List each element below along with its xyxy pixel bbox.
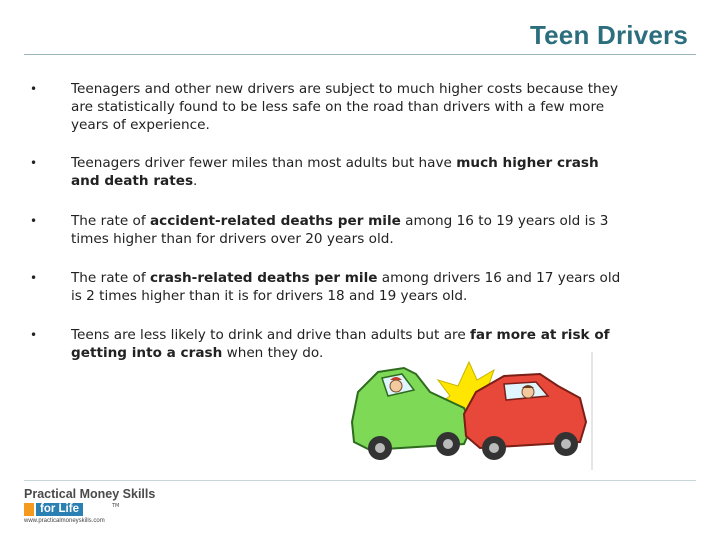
bullet-item [30,212,630,248]
bullet-marker: • [30,156,38,170]
footer-divider [24,480,696,481]
emphasis-text: accident-related deaths per mile [149,213,401,229]
bullet-marker: • [30,214,38,228]
logo-trademark: TM [112,503,120,509]
emphasis-text: far more at risk of getting into a crash [71,327,610,361]
car-crash-illustration [344,352,594,470]
logo-text: Practical Money Skills [24,487,156,501]
green-car-icon [352,368,472,460]
logo-tagline: for Life [36,503,83,516]
bullet-text: The rate of crash-related deaths per mile among drivers 16 and 17 years old is 2 times higher than it is for drivers 18 and 19 years old. [71,270,621,304]
bullet-text: Teenagers driver fewer miles than most adults but have much higher crash and death rates. [71,155,599,189]
bullet-text: Teenagers and other new drivers are subject to much higher costs because they are statistically found to be less safe on the road than drivers with a few more years of experience. [71,81,619,133]
bullet-item [30,80,630,134]
slide-title: Teen Drivers [530,20,688,50]
bullet-item [30,154,630,190]
emphasis-text: crash-related deaths per mile [149,270,378,286]
logo-url: www.practicalmoneyskills.com [24,518,105,524]
bullet-item [30,269,630,305]
practical-money-skills-logo [24,487,164,527]
logo-orange-block [24,503,34,516]
bullet-text: The rate of accident-related deaths per mile among 16 to 19 years old is 3 times higher than for drivers over 20 years old. [71,213,609,247]
title-divider [24,54,696,55]
bullet-text: Teens are less likely to drink and drive than adults but are far more at risk of getting into a crash when they do. [71,327,610,361]
emphasis-text: much higher crash and death rates [71,155,599,189]
bullet-marker: • [30,82,38,96]
bullet-marker: • [30,328,38,342]
bullet-marker: • [30,271,38,285]
